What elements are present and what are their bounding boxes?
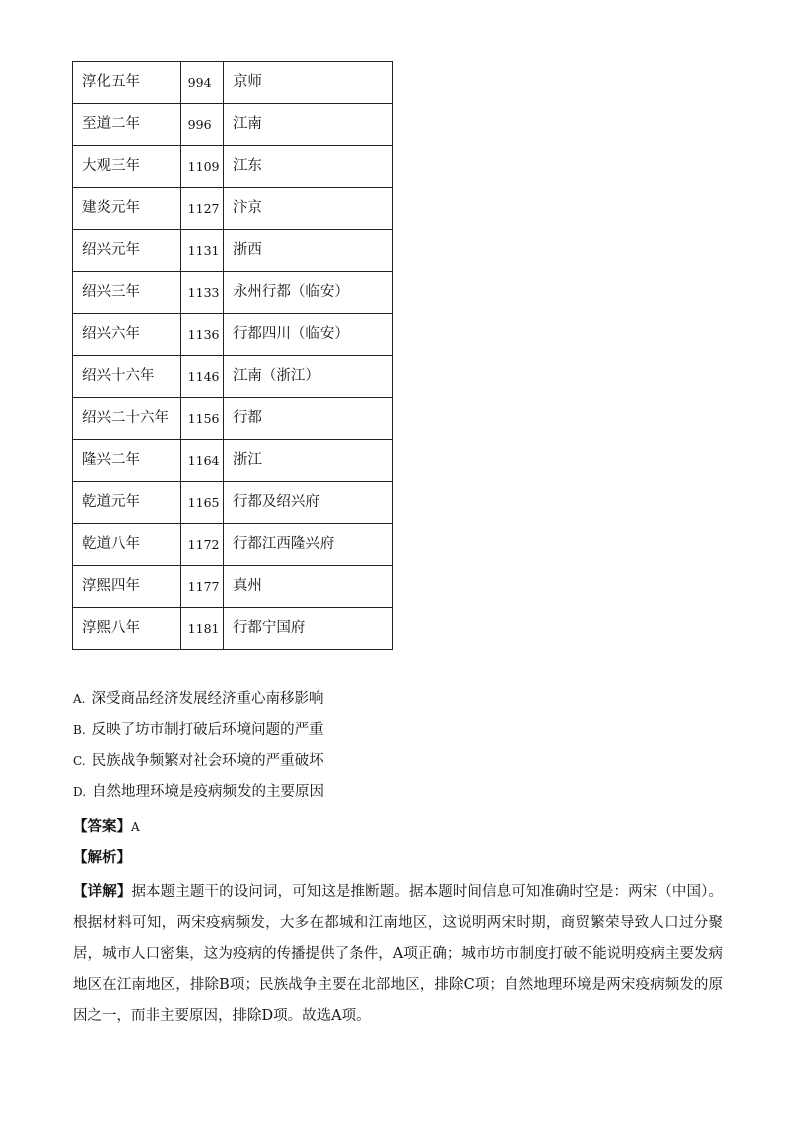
era-cell: 绍兴十六年 [73,356,181,398]
era-cell: 淳化五年 [73,62,181,104]
table-body [73,62,393,650]
option-letter: D. [73,785,87,799]
year-cell: 1127 [180,188,223,230]
option-b [73,718,733,749]
place-cell: 京师 [223,62,392,104]
table-row [73,146,393,188]
year-cell: 1146 [180,356,223,398]
place-cell: 江南（浙江） [223,356,392,398]
table-row [73,566,393,608]
year-cell: 1177 [180,566,223,608]
year-cell: 1156 [180,398,223,440]
table-row [73,104,393,146]
era-cell: 绍兴二十六年 [73,398,181,440]
detail-label: 【详解】 [73,883,132,900]
place-cell: 行都宁国府 [223,608,392,650]
epidemic-table [72,61,393,650]
era-cell: 至道二年 [73,104,181,146]
year-cell: 1164 [180,440,223,482]
answer-label: 【答案】 [73,818,131,835]
era-cell: 大观三年 [73,146,181,188]
era-cell: 绍兴元年 [73,230,181,272]
year-cell: 1133 [180,272,223,314]
place-cell: 汴京 [223,188,392,230]
place-cell: 行都江西隆兴府 [223,524,392,566]
year-cell: 1131 [180,230,223,272]
table-row [73,356,393,398]
option-text: 自然地理环境是疫病频发的主要原因 [92,784,325,800]
table-row [73,230,393,272]
table-row [73,272,393,314]
place-cell: 江东 [223,146,392,188]
year-cell: 1181 [180,608,223,650]
era-cell: 乾道元年 [73,482,181,524]
table-row [73,314,393,356]
year-cell: 1165 [180,482,223,524]
answer-line [73,815,140,836]
era-cell: 隆兴二年 [73,440,181,482]
table-row [73,188,393,230]
place-cell: 行都及绍兴府 [223,482,392,524]
option-d [73,780,733,811]
option-text: 深受商品经济发展经济重心南移影响 [91,691,324,707]
year-cell: 1172 [180,524,223,566]
option-letter: A. [73,692,86,706]
option-c [73,749,733,780]
table-row [73,524,393,566]
analysis-label: 【解析】 [73,849,131,866]
year-cell: 994 [180,62,223,104]
era-cell: 绍兴六年 [73,314,181,356]
table-row [73,482,393,524]
table-row [73,398,393,440]
option-a [73,687,733,718]
place-cell: 永州行都（临安） [223,272,392,314]
year-cell: 996 [180,104,223,146]
place-cell: 浙江 [223,440,392,482]
place-cell: 江南 [223,104,392,146]
era-cell: 淳熙八年 [73,608,181,650]
option-text: 反映了坊市制打破后环境问题的严重 [91,722,324,738]
table-row [73,62,393,104]
era-cell: 乾道八年 [73,524,181,566]
era-cell: 建炎元年 [73,188,181,230]
option-text: 民族战争频繁对社会环境的严重破坏 [91,753,324,769]
answer-options [73,687,733,811]
era-cell: 淳熙四年 [73,566,181,608]
era-cell: 绍兴三年 [73,272,181,314]
option-letter: B. [73,723,86,737]
place-cell: 行都四川（临安） [223,314,392,356]
year-cell: 1109 [180,146,223,188]
detail-paragraph [73,876,723,1032]
detail-text: 据本题主题干的设问词，可知这是推断题。据本题时间信息可知准确时空是：两宋（中国）。根据材料可知，两宋疫病频发，大多在都城和江南地区，这说明两宋时期，商贸繁荣导致人口过分聚居，城市人口密集，这为疫病的传播提供了条件，A项正确；城市坊市制度打破不能说明疫病主要发病地区在江南地区，排除B项；民族战争主要在北部地区，排除C项；自然地理环境是两宋疫病频发的原因之一，而非主要原因，排除D项。故选A项。 [73,884,724,1024]
place-cell: 行都 [223,398,392,440]
place-cell: 真州 [223,566,392,608]
year-cell: 1136 [180,314,223,356]
option-letter: C. [73,754,86,768]
place-cell: 浙西 [223,230,392,272]
analysis-heading [73,846,131,867]
table-row [73,608,393,650]
table-row [73,440,393,482]
answer-value: A [131,820,140,834]
